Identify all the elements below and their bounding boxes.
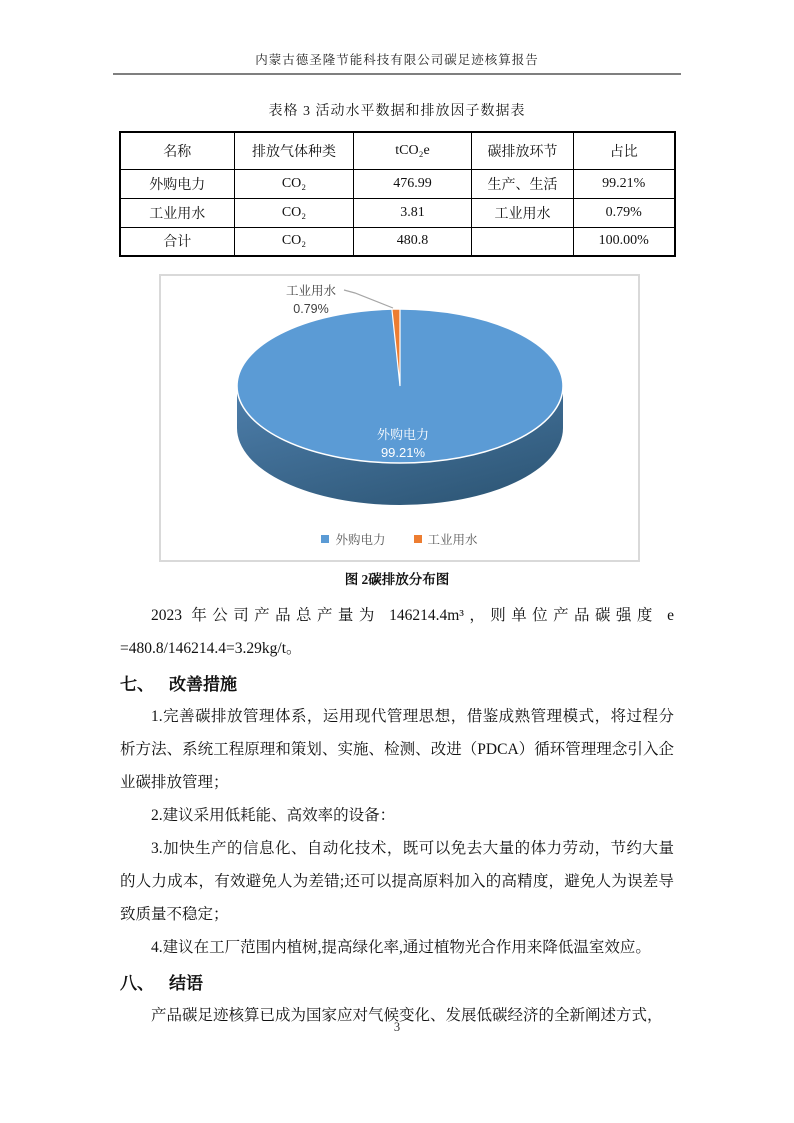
section-heading-conclusion bbox=[120, 971, 674, 997]
col-header-name: 名称 bbox=[120, 132, 235, 169]
figure-caption: 图 2碳排放分布图 bbox=[344, 572, 450, 587]
section-number: 七、 bbox=[120, 675, 154, 694]
col-header-stage: 碳排放环节 bbox=[472, 132, 574, 169]
table-row bbox=[120, 169, 675, 198]
pie-chart-frame bbox=[159, 274, 640, 562]
legend-item-water bbox=[414, 530, 478, 548]
production-paragraph-line2: =480.8/146214.4=3.29kg/t。 bbox=[120, 640, 302, 657]
document-header bbox=[113, 0, 681, 75]
body-content bbox=[120, 599, 674, 1032]
cell-stage: 生产、生活 bbox=[472, 169, 574, 198]
cell-name: 工业用水 bbox=[120, 198, 235, 227]
cell-stage bbox=[472, 227, 574, 256]
power-slice-label: 外购电力 bbox=[376, 427, 430, 442]
cell-gas: CO₂ bbox=[235, 227, 354, 256]
table-row bbox=[120, 227, 675, 256]
section-title: 改善措施 bbox=[169, 675, 237, 694]
power-slice-pct: 99.21% bbox=[380, 445, 426, 460]
cell-share: 100.00% bbox=[574, 227, 675, 256]
conclusion-para-1: 产品碳足迹核算已成为国家应对气候变化、发展低碳经济的全新阐述方式， bbox=[151, 1007, 663, 1024]
legend-swatch-power-icon bbox=[321, 535, 329, 543]
section-title: 结语 bbox=[169, 974, 203, 993]
table-row bbox=[120, 198, 675, 227]
col-header-share: 占比 bbox=[574, 132, 675, 169]
emission-data-table bbox=[119, 131, 676, 257]
improvement-para-3: 3.加快生产的信息化、自动化技术，既可以免去大量的体力劳动，节约大量的人力成本，有效避免人为差错;还可以提高原料加入的高精度，避免人为误差导致质量不稳定； bbox=[120, 840, 674, 923]
cell-gas: CO₂ bbox=[235, 169, 354, 198]
section-number: 八、 bbox=[120, 974, 154, 993]
table-header-row bbox=[120, 132, 675, 169]
improvement-para-1: 1.完善碳排放管理体系，运用现代管理思想，借鉴成熟管理模式，将过程分析方法、系统工程原理和策划、实施、检测、改进（PDCA）循环管理理念引入企业碳排放管理； bbox=[120, 708, 674, 791]
cell-tco2e: 476.99 bbox=[354, 169, 472, 198]
col-header-gas-type: 排放气体种类 bbox=[235, 132, 354, 169]
cell-name: 外购电力 bbox=[120, 169, 235, 198]
improvement-para-4: 4.建议在工厂范围内植树,提高绿化率,通过植物光合作用来降低温室效应。 bbox=[151, 939, 651, 956]
legend-item-power bbox=[321, 530, 385, 548]
document-header-title: 内蒙古德圣隆节能科技有限公司碳足迹核算报告 bbox=[255, 53, 539, 67]
cell-stage: 工业用水 bbox=[472, 198, 574, 227]
pie-chart-3d bbox=[161, 276, 638, 560]
water-slice-pct: 0.79% bbox=[293, 302, 329, 316]
legend-swatch-water-icon bbox=[414, 535, 422, 543]
cell-tco2e: 480.8 bbox=[354, 227, 472, 256]
page-number: 3 bbox=[393, 1020, 401, 1034]
improvement-para-2: 2.建议采用低耗能、高效率的设备： bbox=[151, 807, 396, 824]
table-title: 表格 3 活动水平数据和排放因子数据表 bbox=[268, 104, 526, 119]
cell-share: 99.21% bbox=[574, 169, 675, 198]
cell-name: 合计 bbox=[120, 227, 235, 256]
legend-label-power: 外购电力 bbox=[335, 533, 386, 547]
cell-share: 0.79% bbox=[574, 198, 675, 227]
production-paragraph-line1: 2023 年公司产品总产量为 146214.4m³，则单位产品碳强度 e bbox=[151, 607, 674, 624]
cell-gas: CO₂ bbox=[235, 198, 354, 227]
label-leader-line bbox=[344, 290, 393, 308]
water-slice-label: 工业用水 bbox=[285, 284, 337, 298]
cell-tco2e: 3.81 bbox=[354, 198, 472, 227]
section-heading-improvement bbox=[120, 672, 674, 698]
col-header-tco2e: tCO₂e bbox=[354, 132, 472, 169]
legend-label-water: 工业用水 bbox=[427, 533, 478, 547]
chart-legend bbox=[161, 530, 638, 548]
